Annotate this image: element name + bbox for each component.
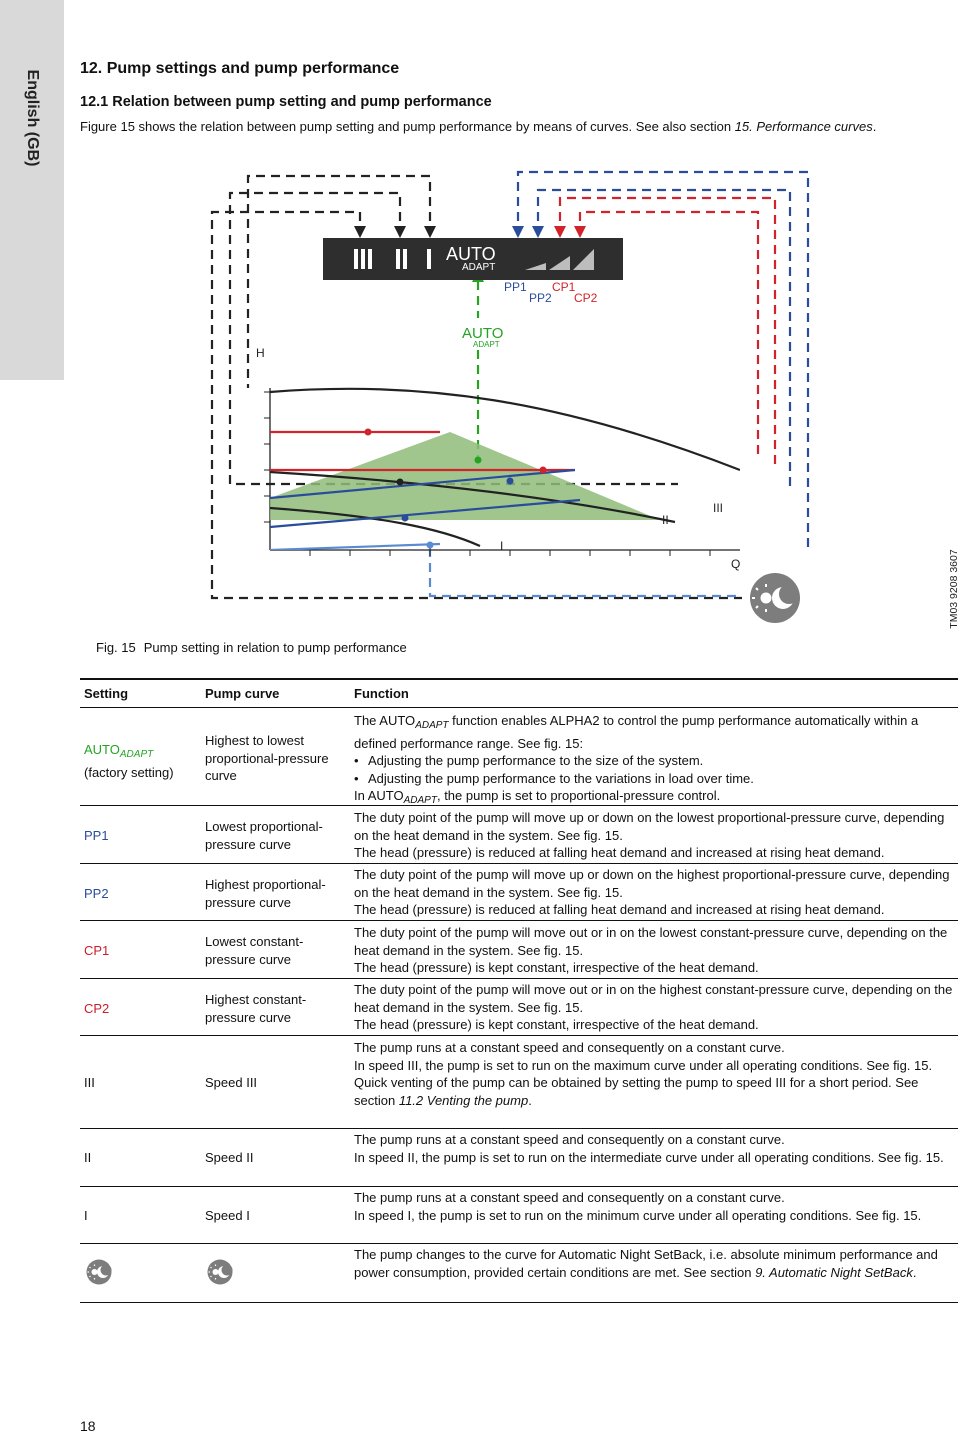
auto-setting-label: AUTO xyxy=(84,742,120,757)
table-row-rule xyxy=(80,863,958,864)
row-night-function xyxy=(354,1246,954,1281)
cp1-func-2: The head (pressure) is kept constant, irrespective of the heat demand. xyxy=(354,960,759,975)
table-row-rule xyxy=(80,1035,958,1036)
auto-func-text-b: function enables ALPHA2 to control the pump performance automatically within a defined performance range. See fig. 15: xyxy=(354,713,919,751)
row-pp2-function xyxy=(354,866,954,919)
row-auto-function xyxy=(354,712,954,810)
h-axis-label: H xyxy=(256,346,265,360)
row-i-setting: I xyxy=(84,1208,88,1223)
row-auto-setting xyxy=(84,741,199,781)
row-auto-curve: Highest to lowest proportional-pressure curve xyxy=(205,733,329,783)
row-cp1-setting: CP1 xyxy=(84,943,110,958)
intro-reference-link[interactable]: 15. Performance curves xyxy=(734,119,873,134)
curve-label-i: I xyxy=(500,539,504,553)
night-point xyxy=(427,542,434,549)
auto-note-b: , the pump is set to proportional-pressure control. xyxy=(436,788,721,803)
row-cp2-function xyxy=(354,981,954,1034)
row-pp1-setting: PP1 xyxy=(84,828,109,843)
pp2-point xyxy=(507,478,514,485)
curve-label-iii: III xyxy=(713,501,724,515)
control-panel xyxy=(323,238,623,280)
connector-pp2 xyxy=(538,190,790,492)
row-pp2-setting: PP2 xyxy=(84,886,109,901)
pp1-point xyxy=(402,515,409,522)
iii-func-2: In speed III, the pump is set to run on the maximum curve under all operating conditions. See fig. 15. xyxy=(354,1057,933,1073)
ii-func-1: The pump runs at a constant speed and consequently on a constant curve. xyxy=(354,1132,785,1147)
cp1-func-1: The duty point of the pump will move out or in on the lowest constant-pressure curve, depending on the heat demand in the system. See fig. 15. xyxy=(354,925,948,958)
table-row-rule xyxy=(80,1128,958,1129)
curve-label-ii: II xyxy=(662,513,669,527)
iii-func-3-text: Quick venting of the pump can be obtained by setting the pump to speed III for a short period. See section xyxy=(354,1075,919,1108)
row-i-curve: Speed I xyxy=(205,1208,250,1223)
iii-func-3-end: . xyxy=(528,1092,532,1108)
pump-setting-diagram xyxy=(0,160,960,640)
label-adapt: ADAPT xyxy=(473,340,500,349)
auto-function-bullets xyxy=(354,752,954,787)
i-func-1: The pump runs at a constant speed and consequently on a constant curve. xyxy=(354,1190,785,1205)
ii-func-2: In speed II, the pump is set to run on the intermediate curve under all operating conditions. See fig. 15. xyxy=(354,1149,944,1165)
auto-function-intro xyxy=(354,712,954,752)
i-func-2: In speed I, the pump is set to run on the minimum curve under all operating conditions. See fig. 15. xyxy=(354,1207,922,1223)
q-axis-label: Q xyxy=(731,557,741,571)
auto-func-text-a: The AUTO xyxy=(354,713,416,728)
auto-note-a: In AUTO xyxy=(354,788,404,803)
subsection-title: 12.1 Relation between pump setting and pump performance xyxy=(80,94,492,110)
row-cp2-setting: CP2 xyxy=(84,1001,110,1016)
auto-bullet-1: • Adjusting the pump performance to the size of the system. xyxy=(354,752,954,770)
label-pp2: PP2 xyxy=(529,291,552,305)
auto-function-note xyxy=(354,787,954,810)
header-function: Function xyxy=(354,686,409,701)
auto-setting-sub: ADAPT xyxy=(119,749,154,760)
night-func-text: The pump changes to the curve for Automatic Night SetBack, i.e. absolute minimum performance and power consumption, provided certain conditions are met. See section xyxy=(354,1247,938,1280)
cp2-point xyxy=(365,429,372,436)
table-bottom-rule xyxy=(80,1302,958,1303)
row-cp1-curve: Lowest constant-pressure curve xyxy=(205,934,304,967)
label-cp2: CP2 xyxy=(574,291,598,305)
row-i-function xyxy=(354,1189,954,1224)
figure-caption-number: Fig. 15 xyxy=(96,640,136,655)
auto-func-sub: ADAPT xyxy=(415,720,449,731)
label-pp1: PP1 xyxy=(504,280,527,294)
auto-setting-note: (factory setting) xyxy=(84,764,174,780)
auto-note-sub: ADAPT xyxy=(403,795,437,806)
table-row-rule xyxy=(80,920,958,921)
page-number: 18 xyxy=(80,1418,96,1434)
row-pp1-function xyxy=(354,809,954,862)
cp2-func-2: The head (pressure) is kept constant, irrespective of the heat demand. xyxy=(354,1017,759,1032)
night-setback-icon xyxy=(750,573,800,623)
section-title: 12. Pump settings and pump performance xyxy=(80,60,400,77)
cp1-point xyxy=(540,467,547,474)
drawing-code: TM03 9208 3607 xyxy=(948,549,960,629)
pp2-func-1: The duty point of the pump will move up or down on the highest proportional-pressure curve, depending on the heat demand in the system. See fig. 15. xyxy=(354,867,950,900)
table-row-rule xyxy=(80,1186,958,1187)
connector-speed-i xyxy=(248,176,430,388)
row-iii-setting: III xyxy=(84,1075,95,1090)
row-ii-function xyxy=(354,1131,954,1166)
figure-caption-text: Pump setting in relation to pump performance xyxy=(143,640,407,655)
label-cp1: CP1 xyxy=(552,280,576,294)
night-curve xyxy=(270,544,440,550)
row-pp2-curve: Highest proportional-pressure curve xyxy=(205,877,326,910)
row-cp1-function xyxy=(354,924,954,977)
intro-end: . xyxy=(872,119,877,134)
panel-auto-label: AUTO xyxy=(446,244,496,264)
table-row-rule xyxy=(80,1243,958,1244)
night-setback-curve-icon xyxy=(207,1259,233,1285)
table-header-rule xyxy=(80,707,958,708)
figure-caption xyxy=(96,640,407,655)
night-func-end: . xyxy=(912,1264,917,1280)
speed-ii-point xyxy=(397,479,404,486)
auto-bullet-2: • Adjusting the pump performance to the variations in load over time. xyxy=(354,770,954,788)
pp2-func-2: The head (pressure) is reduced at falling heat demand and increased at rising heat demand. xyxy=(354,902,885,917)
pp1-func-1: The duty point of the pump will move up or down on the lowest proportional-pressure curve, depending on the heat demand in the system. See fig. 15. xyxy=(354,810,945,843)
header-pump-curve: Pump curve xyxy=(205,686,280,701)
intro-text: Figure 15 shows the relation between pump setting and pump performance by means of curves. See also section xyxy=(80,119,735,134)
auto-point xyxy=(475,457,482,464)
night-setback-setting-icon xyxy=(86,1259,112,1285)
table-top-rule xyxy=(80,678,958,680)
language-label: English (GB) xyxy=(24,69,41,167)
iii-func-3 xyxy=(354,1074,954,1109)
night-setback-reference-link[interactable]: 9. Automatic Night SetBack xyxy=(755,1264,913,1280)
cp2-func-1: The duty point of the pump will move out or in on the highest constant-pressure curve, depending on the heat demand in the system. See fig. 15. xyxy=(354,982,953,1015)
connector-night xyxy=(430,548,740,596)
venting-reference-link[interactable]: 11.2 Venting the pump xyxy=(398,1092,529,1108)
row-iii-function xyxy=(354,1039,954,1109)
intro-paragraph xyxy=(80,118,930,136)
panel-adapt-label: ADAPT xyxy=(462,262,496,273)
row-pp1-curve: Lowest proportional-pressure curve xyxy=(205,819,323,852)
table-row-rule xyxy=(80,805,958,806)
label-auto: AUTO xyxy=(462,325,504,342)
row-ii-curve: Speed II xyxy=(205,1150,254,1165)
pp1-func-2: The head (pressure) is reduced at falling heat demand and increased at rising heat demand. xyxy=(354,845,885,860)
table-row-rule xyxy=(80,978,958,979)
iii-func-1: The pump runs at a constant speed and consequently on a constant curve. xyxy=(354,1040,785,1055)
row-iii-curve: Speed III xyxy=(205,1075,258,1090)
row-cp2-curve: Highest constant-pressure curve xyxy=(205,992,307,1025)
header-setting: Setting xyxy=(84,686,129,701)
row-ii-setting: II xyxy=(84,1150,92,1165)
